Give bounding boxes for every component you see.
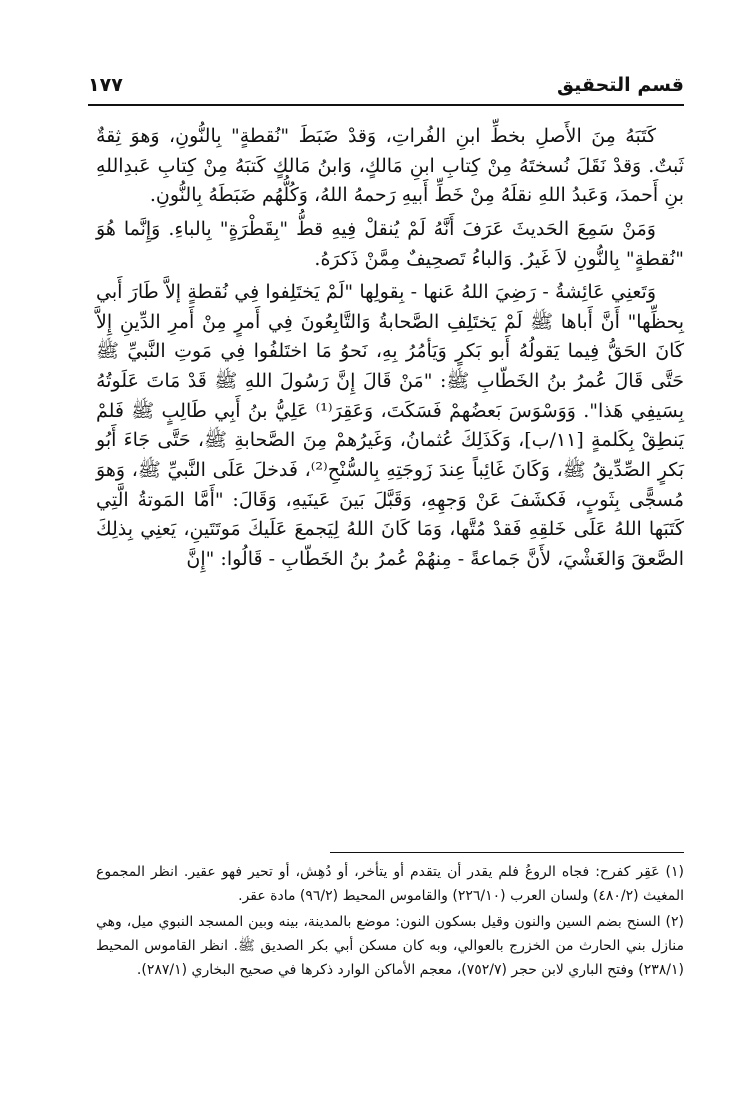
main-text [96, 122, 684, 578]
paragraph: وَتَعنِي عَائِشةُ - رَضِيَ اللهُ عَنها - بِقولِها "لَمْ يَختَلِفوا فِي نُقطةٍ إلاَّ طَارَ أَبي بِحظِّها" أَنَّ أَباها ﷺ لَمْ يَختَلِفِ الصَّحابةُ وَالتَّابِعُونَ فِي أَمرٍ مِنْ أَمرِ الدِّينِ إِلاَّ كَانَ الحَقُّ فِيما يَقولُهُ أَبو بَكرٍ وَيَأمُرُ بِهِ، نَحوُ مَا اختَلفُوا فِي مَوتِ النَّبيِّ ﷺ حَتَّى قَالَ عُمرُ بنُ الخَطّابِ ﷺ: "مَنْ قَالَ إِنَّ رَسُولَ اللهِ ﷺ قَدْ مَاتَ عَلَوتُهُ بِسَيفِي هَذا". وَوَسْوَسَ بَعضُهمْ فَسَكَتَ، وَعَقِرَ⁽¹⁾ عَلِيُّ بنُ أَبِي طَالِبٍ ﷺ فَلمْ يَنطِقْ بِكَلمةٍ [١١/ب]، وَكَذَلِكَ عُثمانُ، وَغَيرُهمْ مِنَ الصَّحابةِ ﷺ، حَتَّى جَاءَ أَبُو بَكرٍ الصِّدِّيقُ ﷺ، وَكَانَ غَائِباً عِندَ زَوجَتِهِ بِالسُّنْحِ⁽²⁾، فَدخلَ عَلَى النَّبيِّ ﷺ، وَهوَ مُسجًّى بِثَوبٍ، فَكشَفَ عَنْ وَجهِهِ، وَقَبَّلَ بَينَ عَينَيهِ، وَقَالَ: "أَمَّا المَوتةُ الَّتِي كَتَبَها اللهُ عَلَى خَلقِهِ فَقدْ مُتَّها، وَمَا كَانَ اللهُ لِيَجمعَ عَلَيكَ مَوتَتَينِ، يَعنِي بِذلِكَ الصَّعقَ وَالغَشْيَ، لأَنَّ جَماعةً - مِنهُمْ عُمرُ بنُ الخَطّابِ - قَالُوا: "إِنَّ [96, 281, 684, 570]
page-header [88, 70, 684, 106]
page-number: ١٧٧ [88, 74, 123, 96]
footnotes [96, 860, 684, 984]
footnote-2: (٢) السنح بضم السين والنون وقيل بسكون النون: موضع بالمدينة، بينه وبين المسجد النبوي ميل، وهي منازل بني الحارث من الخزرج بالعوالي، وبه كان مسكن أبي بكر الصديق ﷺ. انظر القاموس المحيط (٢٣٨/١) وفتح الباري لابن حجر (٧٥٢/٧)، معجم الأماكن الوارد ذكرها في صحيح البخاري (٢٨٧/١). [96, 914, 684, 979]
footnote-1: (١) عَقِر كفرح: فجاه الروعُ فلم يقدر أن يتقدم أو يتأخر، أو دُهِش، أو تحير فهو عقير. انظر المجموع المغيث (٤٨٠/٢) ولسان العرب (٢٢٦/١٠) والقاموس المحيط (٩٦/٢) مادة عقر. [96, 864, 684, 905]
paragraph: وَمَنْ سَمِعَ الحَديثَ عَرَفَ أَنَّهُ لَمْ يُنقلْ فِيهِ قطُّ "بِقَطْرَةٍ" بِالباءِ. وَإِنَّما هُوَ "نُقطةٍ" بِالنُّونِ لاَ غَيرُ. وَالباءُ تَصحِيفٌ مِمَّنْ ذَكرَهُ. [96, 217, 684, 270]
paragraph: كَتَبَهُ مِنَ الأَصلِ بخطِّ ابنِ الفُراتِ، وَقدْ ضَبَطَ "نُقطةٍ" بِالنُّونِ، وَهوَ ثِقةٌ ثَبتٌ. وَقدْ نَقَلَ نُسختَهُ مِنْ كِتابِ ابنِ مَالكٍ، وَابنُ مَالكٍ كَتبَهُ مِنْ كِتابِ عَبدِاللهِ بنِ أَحمدَ، وَعَبدُ اللهِ نقلَهُ مِنْ خَطِّ أَبيهِ رَحمهُ اللهُ، وَكُلُّهُم ضَبَطَهُ بِالنُّونِ. [96, 125, 684, 207]
footnote-separator [330, 852, 684, 853]
section-title: قسم التحقيق [557, 74, 684, 96]
